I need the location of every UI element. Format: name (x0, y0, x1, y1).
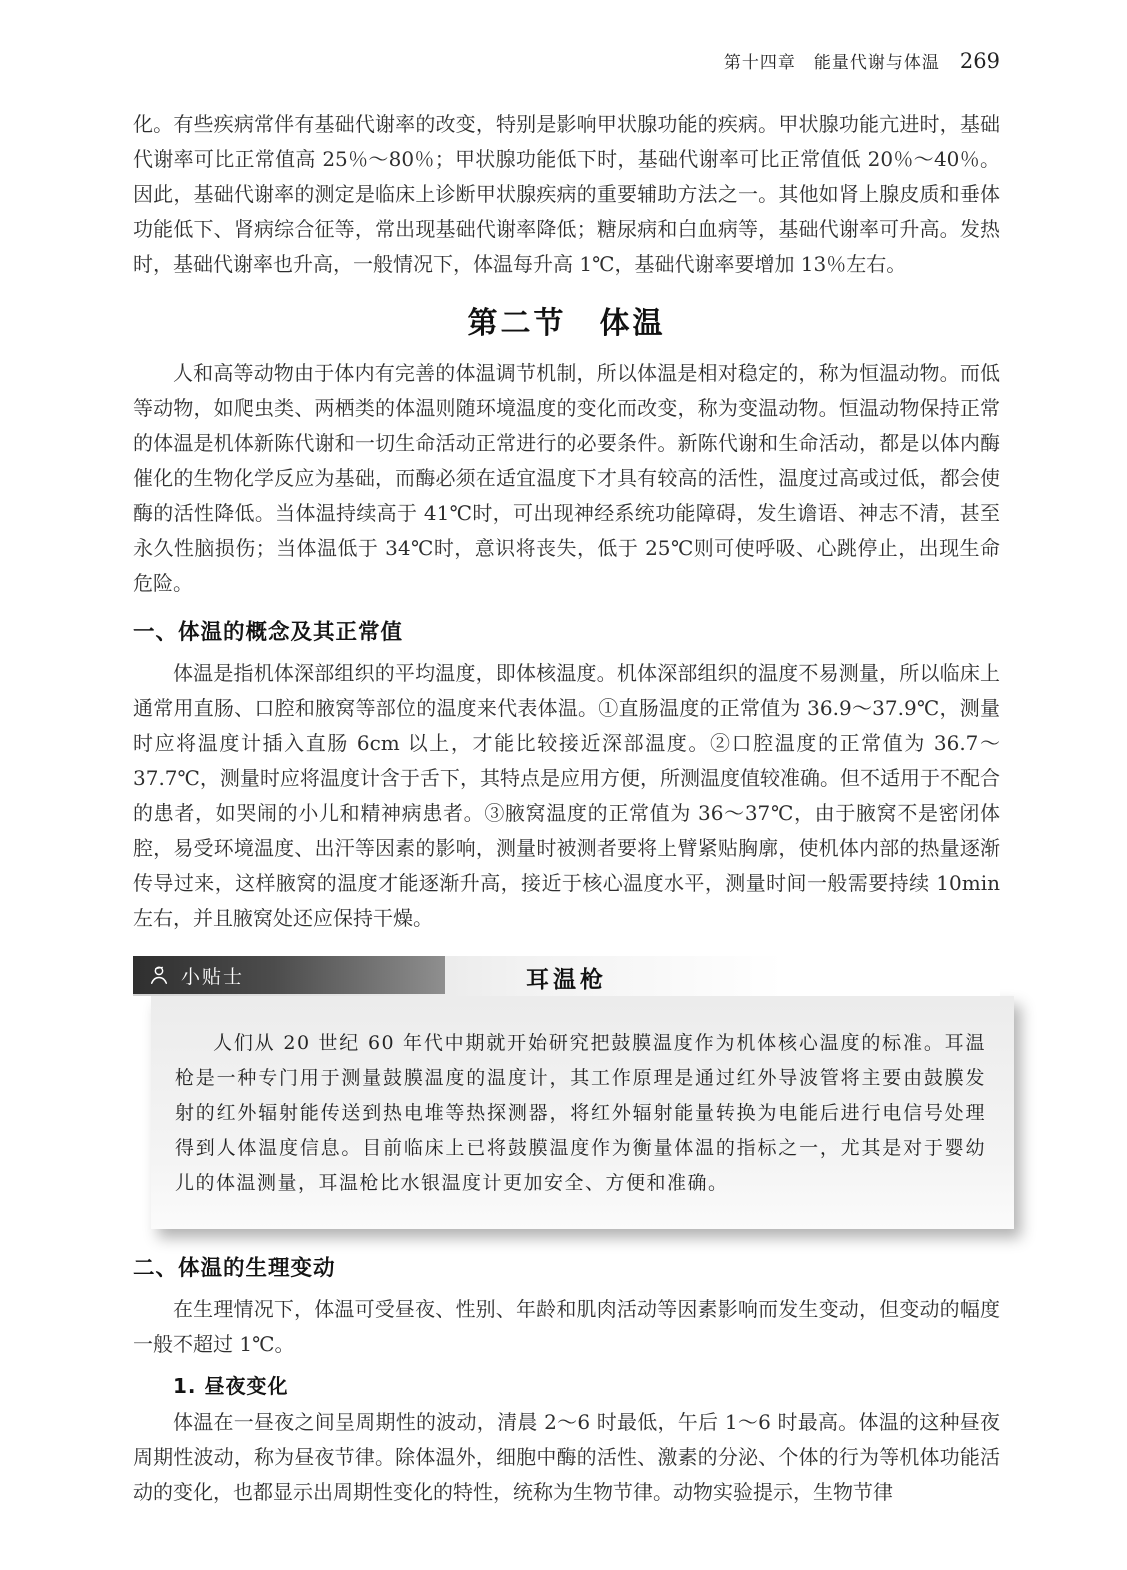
paragraph-body-temperature-intro: 人和高等动物由于体内有完善的体温调节机制，所以体温是相对稳定的，称为恒温动物。而低等动物，如爬虫类、两栖类的体温则随环境温度的变化而改变，称为变温动物。恒温动物保持正常的体温是机体新陈代谢和一切生命活动正常进行的必要条件。新陈代谢和生命活动，都是以体内酶催化的生物化学反应为基础，而酶必须在适宜温度下才具有较高的活性，温度过高或过低，都会使酶的活性降低。当体温持续高于 41℃时，可出现神经系统功能障碍，发生谵语、神志不清，甚至永久性脑损伤；当体温低于 34℃时，意识将丧失，低于 25℃则可使呼吸、心跳停止，出现生命危险。 (133, 361, 1000, 595)
tip-box (133, 956, 1000, 1229)
heading-temperature-concept: 一、体温的概念及其正常值 (133, 620, 404, 645)
section-title: 第二节 体温 (467, 306, 666, 341)
page-header (133, 48, 1000, 73)
paragraph-circadian-variation: 体温在一昼夜之间呈周期性的波动，清晨 2～6 时最低，午后 1～6 时最高。体温的这种昼夜周期性波动，称为昼夜节律。除体温外，细胞中酶的活性、激素的分泌、个体的行为等机体功能活动的变化，也都显示出周期性变化的特性，统称为生物节律。动物实验提示，生物节律 (133, 1410, 1000, 1504)
subheading-circadian-variation: 1. 昼夜变化 (173, 1374, 289, 1398)
tip-label: 小贴士 (181, 965, 245, 988)
heading-physiological-variation: 二、体温的生理变动 (133, 1256, 336, 1281)
paragraph-temperature-concept: 体温是指机体深部组织的平均温度，即体核温度。机体深部组织的温度不易测量，所以临床上通常用直肠、口腔和腋窝等部位的温度来代表体温。①直肠温度的正常值为 36.9～37.9℃，测量时应将温度计插入直肠 6cm 以上，才能比较接近深部温度。②口腔温度的正常值为 36.7～37.7℃，测量时应将温度计含于舌下，其特点是应用方便，所测温度值较准确。但不适用于不配合的患者，如哭闹的小儿和精神病患者。③腋窝温度的正常值为 36～37℃，由于腋窝不是密闭体腔，易受环境温度、出汗等因素的影响，测量时被测者要将上臂紧贴胸廓，使机体内部的热量逐渐传导过来，这样腋窝的温度才能逐渐升高，接近于核心温度水平，测量时间一般需要持续 10min 左右，并且腋窝处还应保持干燥。 (133, 661, 1000, 930)
tip-title: 耳温枪 (526, 966, 607, 993)
paragraph-basal-metabolic-rate: 化。有些疾病常伴有基础代谢率的改变，特别是影响甲状腺功能的疾病。甲状腺功能亢进时，基础代谢率可比正常值高 25％～80％；甲状腺功能低下时，基础代谢率可比正常值低 20％～40％。因此，基础代谢率的测定是临床上诊断甲状腺疾病的重要辅助方法之一。其他如肾上腺皮质和垂体功能低下、肾病综合征等，常出现基础代谢率降低；糖尿病和白血病等，基础代谢率可升高。发热时，基础代谢率也升高，一般情况下，体温每升高 1℃，基础代谢率要增加 13％左右。 (133, 112, 1000, 276)
chapter-title: 第十四章 能量代谢与体温 (723, 53, 940, 73)
tip-box-header (133, 956, 1000, 996)
tip-body-text: 人们从 20 世纪 60 年代中期就开始研究把鼓膜温度作为机体核心温度的标准。耳温枪是一种专门用于测量鼓膜温度的温度计，其工作原理是通过红外导波管将主要由鼓膜发射的红外辐射能传送到热电堆等热探测器，将红外辐射能量转换为电能后进行电信号处理得到人体温度信息。目前临床上已将鼓膜温度作为衡量体温的指标之一，尤其是对于婴幼儿的体温测量，耳温枪比水银温度计更加安全、方便和准确。 (151, 996, 1014, 1229)
page-number: 269 (959, 49, 1000, 73)
paragraph-physiological-variation: 在生理情况下，体温可受昼夜、性别、年龄和肌肉活动等因素影响而发生变动，但变动的幅度一般不超过 1℃。 (133, 1297, 1000, 1356)
